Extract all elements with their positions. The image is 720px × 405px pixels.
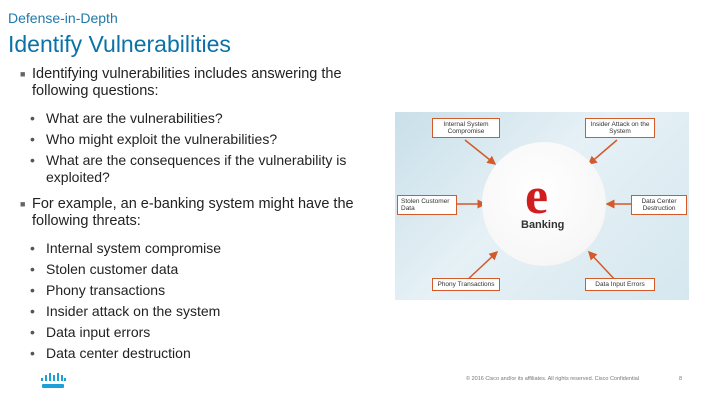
sub-bullet-text: Phony transactions xyxy=(46,282,166,298)
copyright-text: © 2016 Cisco and/or its affiliates. All rights reserved. Cisco Confidential xyxy=(466,376,640,382)
cisco-logo xyxy=(40,373,66,394)
bullet-text: For example, an e-banking system might have the following threats: xyxy=(32,196,354,229)
slide-title: Identify Vulnerabilities xyxy=(8,31,231,57)
e-banking-logo: e xyxy=(525,168,549,225)
sub-bullet-text: Who might exploit the vulnerabilities? xyxy=(46,131,278,147)
threats-list xyxy=(20,240,380,362)
bullet-text: Identifying vulnerabilities includes answering the following questions: xyxy=(32,66,342,99)
sub-bullet-text: Internal system compromise xyxy=(46,240,222,256)
bullet-content xyxy=(20,66,380,372)
sub-bullet-text: Stolen customer data xyxy=(46,261,179,277)
arrow-insider xyxy=(589,140,617,164)
ebanking-threats-diagram xyxy=(395,112,689,300)
sub-bullet-item: • Phony transactions xyxy=(30,282,166,298)
bullet-marker: ■ xyxy=(20,69,26,79)
threat-box-phony: Phony Transactions xyxy=(432,278,500,291)
bullet-item xyxy=(20,66,380,100)
sub-bullet-text: Data input errors xyxy=(46,324,151,340)
section-kicker: Defense-in-Depth xyxy=(8,10,118,26)
threat-box-stolen: Stolen Customer Data xyxy=(397,195,457,215)
sub-bullet-text: What are the consequences if the vulnerability is exploited? xyxy=(46,152,347,185)
sub-bullet-item: • What are the consequences if the vulnerability is exploited? xyxy=(30,152,347,185)
questions-list xyxy=(20,110,380,186)
sub-bullet-item: • Data center destruction xyxy=(30,345,191,361)
threat-box-internal: Internal System Compromise xyxy=(432,118,500,138)
sub-bullet-text: Insider attack on the system xyxy=(46,303,221,319)
cisco-logo-icon xyxy=(40,373,66,389)
bullet-marker: ■ xyxy=(20,199,26,209)
sub-bullet-item: • Data input errors xyxy=(30,324,151,340)
page-number: 8 xyxy=(679,376,683,382)
bullet-item xyxy=(20,196,380,230)
sub-bullet-item: • Internal system compromise xyxy=(30,240,222,256)
threat-box-input: Data Input Errors xyxy=(585,278,655,291)
sub-bullet-item: • Insider attack on the system xyxy=(30,303,221,319)
sub-bullet-item: • Stolen customer data xyxy=(30,261,179,277)
banking-label: Banking xyxy=(521,219,565,231)
arrow-internal xyxy=(465,140,495,164)
sub-bullet-text: What are the vulnerabilities? xyxy=(46,110,223,126)
sub-bullet-item: • Who might exploit the vulnerabilities? xyxy=(30,131,278,147)
threat-box-insider: Insider Attack on the System xyxy=(585,118,655,138)
threat-box-datacenter: Data Center Destruction xyxy=(631,195,687,215)
sub-bullet-item: • What are the vulnerabilities? xyxy=(30,110,223,126)
sub-bullet-text: Data center destruction xyxy=(46,345,191,361)
